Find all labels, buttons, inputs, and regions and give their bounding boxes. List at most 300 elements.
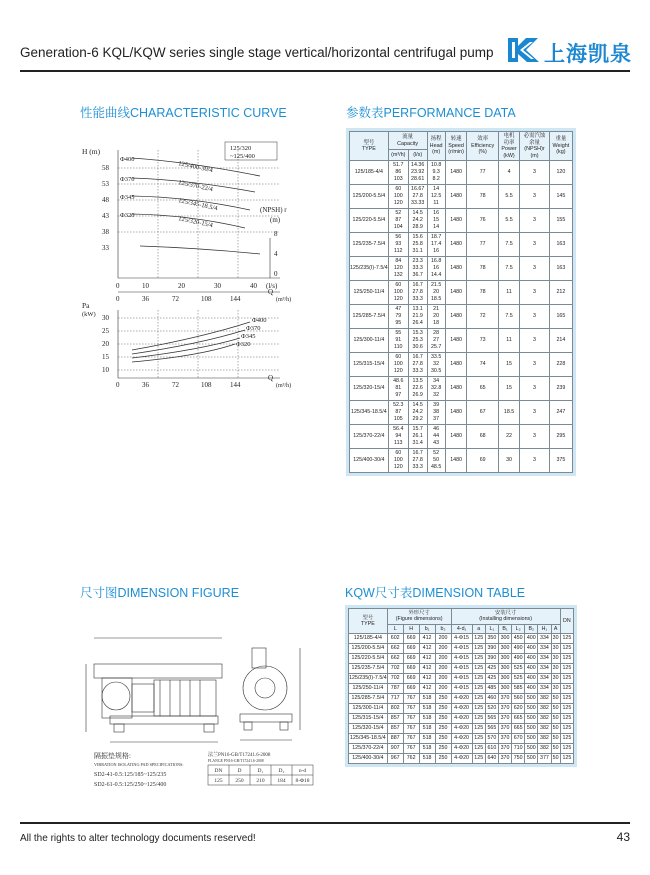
x-tick: 144 (230, 295, 241, 303)
perf-cell: 67 (467, 401, 498, 425)
perf-cell-value: 44 (433, 433, 440, 440)
dim-cell: 412 (419, 684, 435, 694)
page-number: 43 (616, 830, 630, 844)
perf-cell-stack (388, 305, 408, 329)
performance-row (350, 257, 573, 281)
perf-cell-value: 31.1 (412, 248, 423, 255)
perf-cell-value: 87 (395, 409, 402, 416)
dim-cell: 662 (387, 654, 403, 664)
perf-cell-stack (427, 209, 445, 233)
dim-cell: 767 (403, 744, 419, 754)
perf-cell-value: 28.61 (411, 176, 425, 183)
perf-cell-stack (408, 281, 427, 305)
perf-cell: 5.5 (498, 209, 519, 233)
perf-cell: 125/285-7.5/4 (350, 305, 389, 329)
dim-cell: 125 (560, 704, 573, 714)
perf-cell: 247 (549, 401, 572, 425)
dim-cell: 370 (498, 754, 511, 764)
upper-y-tick: 58 (102, 164, 109, 172)
x-tick: 36 (142, 295, 149, 303)
performance-row (350, 161, 573, 185)
perf-cell: 78 (467, 185, 498, 209)
perf-cell-value: 18.5 (430, 296, 442, 303)
dim-cell: 767 (403, 704, 419, 714)
perf-cell: 163 (549, 233, 572, 257)
dim-cell: 334 (538, 674, 551, 684)
perf-cell-value: 100 (393, 193, 403, 200)
dim-cell: 525 (512, 664, 525, 674)
dim-cell: 334 (538, 634, 551, 644)
perf-cell-value: 56 (395, 234, 402, 241)
perf-cell: 125/235(I)-7.5/4 (350, 257, 389, 281)
perf-cell: 125/250-11/4 (350, 281, 389, 305)
dim-cell: 250 (435, 694, 451, 704)
dim-cell: 518 (419, 694, 435, 704)
dimension-table-title: KQW尺寸表DIMENSION TABLE (345, 586, 526, 600)
perf-cell-stack (427, 281, 445, 305)
page-footer (20, 822, 630, 848)
dim-cell: 665 (512, 724, 525, 734)
perf-cell-value: 112 (394, 248, 403, 255)
dim-cell: 4-Φ15 (451, 654, 472, 664)
dim-cell: 717 (387, 694, 403, 704)
perf-cell: 65 (467, 377, 498, 401)
dim-cell: 857 (387, 714, 403, 724)
perf-cell-value: 16.8 (430, 258, 442, 265)
dim-cell: 125 (472, 754, 485, 764)
x-tick: 72 (172, 381, 179, 389)
isolator-note-en: VIBRATION ISOLATING PAD SPECIFICATIONS: (94, 762, 184, 767)
perf-cell-stack (388, 257, 408, 281)
dim-cell: 565 (485, 714, 498, 724)
dim-cell: 620 (512, 704, 525, 714)
perf-cell: 3 (520, 377, 550, 401)
perf-cell: 18.5 (498, 401, 519, 425)
x-label: Q (268, 288, 274, 296)
dim-cell: 4-Φ20 (451, 744, 472, 754)
dim-cell: 300 (498, 654, 511, 664)
perf-cell-stack (388, 425, 408, 449)
perf-cell-stack (427, 185, 445, 209)
flange-header: D₁ (257, 768, 264, 774)
dimension-figure (80, 608, 325, 818)
perf-cell-value: 25.8 (412, 241, 423, 248)
dim-cell: 518 (419, 724, 435, 734)
dim-cell-type: 125/220-5.5/4 (349, 654, 388, 664)
dim-cell: 300 (498, 644, 511, 654)
perf-cell-value: 60 (395, 282, 402, 289)
perf-cell-value: 120 (393, 368, 403, 375)
dim-subheader-cell: 4-d₁ (451, 624, 472, 633)
perf-cell-value: 48.5 (430, 464, 442, 471)
perf-cell-value: 91 (395, 337, 402, 344)
x-tick: 36 (142, 381, 149, 389)
dim-cell: 300 (498, 634, 511, 644)
dim-cell: 125 (472, 744, 485, 754)
perf-cell: 3 (520, 305, 550, 329)
perf-cell-value: 15.6 (412, 234, 423, 241)
perf-cell: 72 (467, 305, 498, 329)
dim-cell: 370 (498, 694, 511, 704)
perf-cell-value: 52 (433, 450, 440, 457)
perf-cell-stack (388, 401, 408, 425)
perf-cell: 69 (467, 449, 498, 473)
perf-cell-value: 27 (433, 337, 440, 344)
x-tick: 72 (172, 295, 179, 303)
perf-cell: 212 (549, 281, 572, 305)
performance-table-body (350, 161, 573, 473)
dim-cell: 250 (435, 734, 451, 744)
dim-cell: 300 (498, 674, 511, 684)
dim-cell: 662 (387, 644, 403, 654)
dim-cell: 125 (560, 694, 573, 704)
dim-cell: 200 (435, 674, 451, 684)
perf-cell-value: 56.4 (393, 426, 404, 433)
dimension-row (349, 714, 574, 724)
power-curve-370 (132, 330, 245, 354)
perf-cell-value: 37 (433, 416, 440, 423)
perf-cell: 1480 (445, 161, 467, 185)
perf-cell: 7.5 (498, 305, 519, 329)
perf-cell-value: 32.8 (430, 385, 442, 392)
dim-cell: 640 (485, 754, 498, 764)
dim-cell: 602 (387, 634, 403, 644)
dim-cell: 787 (387, 684, 403, 694)
upper-y-tick: 38 (102, 228, 109, 236)
dim-cell: 490 (512, 644, 525, 654)
dim-cell: 30 (551, 634, 560, 644)
dim-cell: 50 (551, 744, 560, 754)
perf-cell-stack (388, 209, 408, 233)
dim-cell: 30 (551, 664, 560, 674)
dim-subheader-cell: a (472, 624, 485, 633)
dim-cell: 4-Φ20 (451, 734, 472, 744)
performance-row (350, 305, 573, 329)
perf-cell-value: 13.1 (412, 306, 423, 313)
x-unit: (m³/h) (276, 383, 292, 389)
dim-cell: 125 (472, 704, 485, 714)
perf-cell-value: 33.33 (411, 200, 425, 207)
upper-y-tick: 43 (102, 212, 109, 220)
perf-cell: 1480 (445, 329, 467, 353)
legend-line: ~125/400 (230, 153, 255, 160)
dim-cell: 4-Φ20 (451, 704, 472, 714)
dim-cell-type: 125/315-15/4 (349, 714, 388, 724)
perf-cell-value: 14 (433, 186, 440, 193)
front-view (240, 648, 300, 740)
npsh-tick: 4 (274, 250, 278, 258)
perf-cell-value: 16 (433, 248, 440, 255)
dim-subheader-cell: A (551, 624, 560, 633)
perf-cell-value: 120 (393, 296, 403, 303)
dim-cell: 400 (525, 654, 538, 664)
perf-cell: 125/400-30/4 (350, 449, 389, 473)
perf-cell: 3 (520, 401, 550, 425)
dim-cell: 669 (403, 644, 419, 654)
perf-cell: 15 (498, 353, 519, 377)
curve-section-title: 性能曲线CHARACTERISTIC CURVE (80, 106, 287, 120)
perf-cell-stack (408, 161, 427, 185)
dim-cell: 30 (551, 644, 560, 654)
dim-subheader-cell: H₁ (538, 624, 551, 633)
perf-cell-value: 33.5 (430, 354, 442, 361)
perf-cell-value: 51.7 (393, 162, 404, 169)
perf-cell: 3 (520, 233, 550, 257)
perf-cell-value: 50 (433, 457, 440, 464)
perf-cell-value: 95 (395, 320, 402, 327)
dim-cell: 125 (560, 724, 573, 734)
perf-cell-stack (408, 185, 427, 209)
dim-cell: 585 (512, 684, 525, 694)
perf-cell-stack (408, 329, 427, 353)
perf-cell-stack (388, 281, 408, 305)
dim-cell: 382 (538, 744, 551, 754)
flange-title: 法兰PN16-GB/T17241.6-2008 (208, 753, 271, 758)
perf-cell: 78 (467, 281, 498, 305)
perf-cell: 3 (520, 329, 550, 353)
perf-cell: 125/320-15/4 (350, 377, 389, 401)
dim-cell: 570 (485, 734, 498, 744)
dimension-row (349, 674, 574, 684)
upper-y-axis-label: H (m) (82, 147, 101, 156)
perf-cell-value: 9.3 (432, 169, 440, 176)
power-curve-label: Φ345 (241, 333, 256, 340)
dim-cell: 767 (403, 714, 419, 724)
dim-cell: 125 (560, 674, 573, 684)
dim-cell: 565 (485, 724, 498, 734)
perf-cell-value: 31.4 (412, 440, 423, 447)
legend-line: 125/320 (230, 145, 252, 152)
perf-cell: 68 (467, 425, 498, 449)
x-tick: 30 (214, 282, 221, 290)
dim-cell: 4-Φ15 (451, 684, 472, 694)
series-labels (178, 160, 219, 229)
perf-cell-value: 21.5 (430, 282, 442, 289)
flange-value: 125 (214, 778, 223, 784)
dim-cell: 560 (512, 694, 525, 704)
dim-cell: 370 (498, 714, 511, 724)
perf-cell-value: 120 (393, 464, 403, 471)
dim-cell: 382 (538, 694, 551, 704)
perf-cell-value: 15.7 (412, 426, 423, 433)
company-logo (506, 34, 632, 66)
dim-cell: 500 (525, 724, 538, 734)
perf-cell-value: 16.7 (412, 450, 423, 457)
perf-cell: 3 (520, 353, 550, 377)
perf-cell-value: 86 (395, 169, 402, 176)
dim-subheader-cell: L (387, 624, 403, 633)
dim-cell: 334 (538, 664, 551, 674)
perf-cell: 1480 (445, 209, 467, 233)
dim-cell: 125 (472, 674, 485, 684)
dim-cell: 382 (538, 714, 551, 724)
isolator-pad (204, 724, 214, 732)
perf-cell-value: 120 (393, 265, 403, 272)
dim-cell-type: 125/235-7.5/4 (349, 664, 388, 674)
dim-cell: 125 (472, 684, 485, 694)
dim-cell: 200 (435, 684, 451, 694)
perf-cell-value: 46 (433, 426, 440, 433)
upper-y-tick: 33 (102, 244, 109, 252)
perf-cell: 7.5 (498, 257, 519, 281)
perf-cell-value: 55 (395, 330, 402, 337)
perf-cell: 125/200-5.5/4 (350, 185, 389, 209)
isolator-note-line: SD2-41-0.5:125/185~125/235 (94, 772, 167, 778)
dim-subheader-cell: b₁ (419, 624, 435, 633)
dim-cell: 4-Φ20 (451, 724, 472, 734)
lower-y-tick: 10 (102, 366, 109, 374)
perf-cell: 295 (549, 425, 572, 449)
lower-y-ticks (102, 314, 110, 374)
bearing-housing (132, 684, 154, 712)
perf-cell-value: 18.7 (430, 234, 442, 241)
flange-header: D (237, 768, 242, 774)
dim-cell: 370 (498, 744, 511, 754)
dim-cell: 250 (435, 744, 451, 754)
perf-cell-value: 84 (395, 258, 402, 265)
series-label: 125/320-15/4 (177, 215, 214, 230)
perf-cell: 22 (498, 425, 519, 449)
perf-cell-stack (388, 329, 408, 353)
perf-cell-stack (408, 425, 427, 449)
perf-cell: 3 (520, 281, 550, 305)
perf-cell-value: 21.9 (412, 313, 423, 320)
performance-section-title: 参数表PERFORMANCE DATA (346, 106, 516, 120)
perf-cell: 165 (549, 305, 572, 329)
dim-cell: 450 (512, 634, 525, 644)
dimension-row (349, 734, 574, 744)
lower-x-ticks (116, 374, 291, 389)
lower-y-axis-label: Pa (82, 301, 90, 310)
isolator-note-cn: 隔振垫规格: (94, 752, 131, 760)
perf-cell-stack (427, 449, 445, 473)
dim-cell: 702 (387, 674, 403, 684)
perf-cell-value: 13.5 (412, 378, 423, 385)
perf-cell: 120 (549, 161, 572, 185)
rights-notice: All the rights to alter technology documents reserved! (20, 833, 256, 844)
perf-cell-value: 15 (433, 217, 440, 224)
dim-cell: 125 (472, 694, 485, 704)
performance-row (350, 449, 573, 473)
dim-cell: 250 (435, 704, 451, 714)
dim-cell-type: 125/320-15/4 (349, 724, 388, 734)
perf-cell-value: 16 (433, 210, 440, 217)
perf-cell: 76 (467, 209, 498, 233)
npsh-label: (NPSH) r (260, 206, 287, 214)
dim-cell: 200 (435, 644, 451, 654)
dim-cell: 125 (472, 734, 485, 744)
perf-cell-value: 24.2 (412, 409, 423, 416)
upper-y-tick: 48 (102, 196, 109, 204)
perf-cell-value: 29.2 (412, 416, 423, 423)
dim-cell: 30 (551, 684, 560, 694)
perf-cell: 1480 (445, 353, 467, 377)
front-pad (280, 722, 288, 730)
perf-cell: 3 (520, 161, 550, 185)
dim-cell: 125 (472, 714, 485, 724)
dim-cell: 857 (387, 724, 403, 734)
dim-cell: 412 (419, 634, 435, 644)
dim-cell-type: 125/185-4/4 (349, 634, 388, 644)
base-frame (110, 716, 218, 724)
flange-subtitle: FLANGE PN16-GB/T17241.6-2008 (208, 759, 264, 763)
dim-cell: 4-Φ15 (451, 644, 472, 654)
perf-cell-value: 33.3 (412, 464, 423, 471)
dimension-row (349, 664, 574, 674)
curve-label: Φ345 (120, 194, 135, 201)
pump-casing (94, 664, 222, 678)
perf-cell-value: 27.8 (412, 457, 423, 464)
performance-row (350, 233, 573, 257)
perf-cell: 4 (498, 161, 519, 185)
dim-cell: 490 (512, 654, 525, 664)
dim-cell: 350 (485, 634, 498, 644)
perf-cell-value: 20 (433, 313, 440, 320)
dim-cell: 525 (512, 674, 525, 684)
perf-cell: 1480 (445, 449, 467, 473)
perf-cell-value: 26.9 (412, 392, 423, 399)
dim-cell: 750 (512, 754, 525, 764)
side-view (86, 638, 222, 742)
perf-cell-value: 48.6 (393, 378, 404, 385)
perf-cell-value: 17.4 (430, 241, 442, 248)
flange-value: 184 (277, 778, 286, 784)
curve-label: Φ320 (120, 212, 135, 219)
perf-cell-value: 14.5 (412, 402, 423, 409)
perf-cell-stack (427, 329, 445, 353)
series-label: 125/345-18.5/4 (177, 197, 219, 213)
power-curve-label: Φ320 (236, 341, 251, 348)
perf-cell: 125/220-5.5/4 (350, 209, 389, 233)
discharge-flange (252, 648, 266, 668)
perf-cell: 73 (467, 329, 498, 353)
performance-row (350, 185, 573, 209)
perf-cell: 1480 (445, 281, 467, 305)
dimension-row (349, 744, 574, 754)
perf-header-cap-m3h: (m³/h) (388, 150, 408, 161)
lower-y-unit: (kW) (82, 311, 96, 318)
perf-cell: 1480 (445, 425, 467, 449)
dim-subheader-cell: H (403, 624, 419, 633)
front-pad (244, 722, 252, 730)
flange-value: 210 (256, 778, 265, 784)
perf-cell-value: 30.6 (412, 344, 423, 351)
series-label: 125/400-30/4 (177, 160, 214, 175)
dim-cell: 500 (525, 694, 538, 704)
perf-cell: 1480 (445, 185, 467, 209)
dim-header-type: 型号 TYPE (349, 609, 388, 634)
perf-cell-stack (388, 377, 408, 401)
volute-front (243, 666, 287, 710)
dim-cell: 4-Φ20 (451, 754, 472, 764)
dim-cell: 125 (560, 634, 573, 644)
performance-row (350, 377, 573, 401)
perf-cell: 7.5 (498, 233, 519, 257)
dimension-row (349, 634, 574, 644)
perf-cell: 1480 (445, 233, 467, 257)
perf-cell: 74 (467, 353, 498, 377)
dim-cell: 4-Φ15 (451, 664, 472, 674)
perf-cell-value: 34 (433, 378, 440, 385)
dimension-row (349, 644, 574, 654)
dim-cell: 334 (538, 644, 551, 654)
dim-cell: 300 (498, 684, 511, 694)
perf-cell-stack (388, 185, 408, 209)
perf-cell-value: 25.7 (430, 344, 442, 351)
dim-cell: 485 (485, 684, 498, 694)
perf-cell-stack (388, 449, 408, 473)
flange-value: 8-Φ18 (295, 778, 310, 784)
